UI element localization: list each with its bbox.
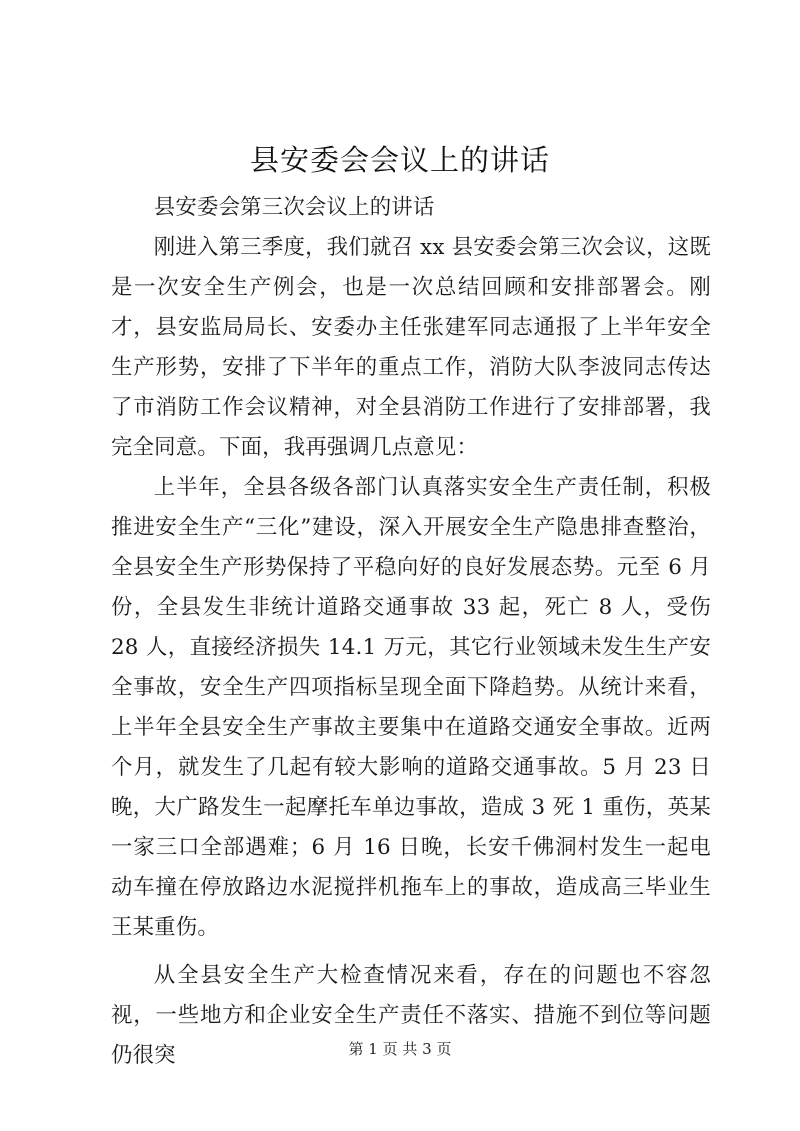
paragraph-inspection-issues: 从全县安全生产大检查情况来看，存在的问题也不容忽视，一些地方和企业安全生产责任不落实、措施不到位等问题仍很突 (111, 963, 711, 1068)
paragraph-opening: 刚进入第三季度，我们就召 xx 县安委会第三次会议，这既是一次安全生产例会，也是一次总结回顾和安排部署会。刚才，县安监局局长、安委办主任张建军同志通报了上半年安全生产形势，安排了下半年的重点工作，消防大队李波同志传达了市消防工作会议精神，对全县消防工作进行了安排部署，我完全同意。下面，我再强调几点意见： (111, 235, 711, 460)
paragraph-subtitle: 县安委会第三次会议上的讲话 (153, 195, 435, 220)
document-title: 县安委会会议上的讲话 (249, 143, 550, 177)
document-body (111, 188, 711, 1076)
page-number-footer: 第 1 页 共 3 页 (348, 1040, 452, 1058)
paragraph-first-half-review: 上半年，全县各级各部门认真落实安全生产责任制，积极推进安全生产“三化”建设，深入开展安全生产隐患排查整治，全县安全生产形势保持了平稳向好的良好发展态势。元至 6 月份，全县发生非统计道路交通事故 33 起，死亡 8 人，受伤 28 人，直接经济损失 14.1 万元，其它行业领域未发生生产安全事故，安全生产四项指标呈现全面下降趋势。从统计来看，上半年全县安全生产事故主要集中在道路交通安全事故。近两个月，就发生了几起有较大影响的道路交通事故。5 月 23 日晚，大广路发生一起摩托车单边事故，造成 3 死 1 重伤，英某一家三口全部遇难；6 月 16 日晚，长安千佛洞村发生一起电动车撞在停放路边水泥搅拌机拖车上的事故，造成高三毕业生王某重伤。 (111, 475, 711, 940)
